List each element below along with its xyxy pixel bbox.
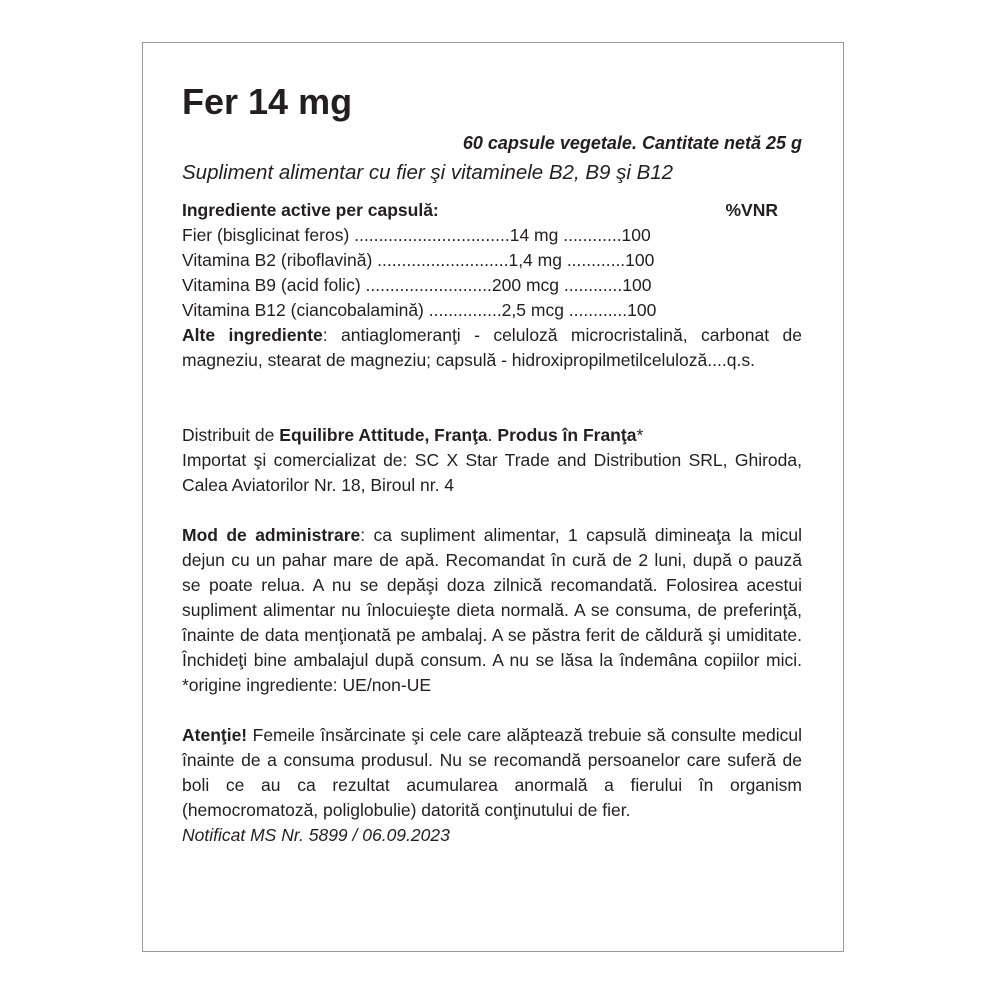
ingredient-row: Vitamina B12 (ciancobalamină) ...............2,5 mcg ............100 [182,300,657,320]
notification-number: Notificat MS Nr. 5899 / 06.09.2023 [182,825,450,845]
ingredient-row: Fier (bisglicinat feros) ................................14 mg ............100 [182,225,651,245]
warning-text [182,723,802,823]
warning-body: Femeile însărcinate şi cele care alăptează trebuie să consulte medicul înainte de a consuma produsul. Nu se recomandă persoanelor care suferă de boli ce au ca rezultat acumularea anormală a fierului în organism (hemocromatoză, poliglobulie) datorită conţinutului de fier. [182,725,802,820]
other-ingredients-label: Alte ingrediente [182,325,323,345]
label-content [182,82,802,848]
produced-in: Produs în Franţa [497,425,637,445]
usage-instructions [182,523,802,698]
pack-info: 60 capsule vegetale. Cantitate netă 25 g [462,133,802,153]
distribution-info [182,423,802,448]
other-ingredients [182,323,802,373]
distribution-sep: . [487,425,498,445]
distribution-suffix: * [636,425,644,445]
warning-label: Atenţie! [182,725,248,745]
product-title: Fer 14 mg [182,81,353,122]
other-ingredients-text: : antiaglomeranţi - celuloză microcristalină, carbonat de magneziu, stearat de magneziu; capsulă - hidroxipropilmetilceluloză....q.s. [182,325,802,370]
product-subtitle: Supliment alimentar cu fier şi vitaminele B2, B9 şi B12 [182,161,674,184]
ingredients-header-label: Ingrediente active per capsulă: [182,200,439,220]
ingredients-header-vnr: %VNR [725,200,778,220]
distributor-name: Equilibre Attitude, Franţa [279,425,488,445]
ingredients-table [182,198,778,323]
ingredient-row: Vitamina B2 (riboflavină) ...........................1,4 mg ............100 [182,250,655,270]
usage-label: Mod de administrare [182,525,361,545]
ingredient-row: Vitamina B9 (acid folic) ..........................200 mcg ............100 [182,275,652,295]
usage-text: : ca supliment alimentar, 1 capsulă dimineaţa la micul dejun cu un pahar mare de apă. Recomandat în cură de 2 luni, după o pauză se poate relua. A nu se depăşi doza zilnică recomandată. Folosirea acestui supliment alimentar nu înlocuieşte dieta normală. A se consuma, de preferinţă, înainte de data menţionată pe ambalaj. A se păstra ferit de căldură şi umiditate. Închideţi bine ambalajul după consum. A nu se lăsa la îndemâna copiilor mici. *origine ingrediente: UE/non-UE [182,525,802,695]
importer-info: Importat şi comercializat de: SC X Star Trade and Distribution SRL, Ghiroda, Calea Aviatorilor Nr. 18, Biroul nr. 4 [182,450,802,495]
distribution-prefix: Distribuit de [182,425,280,445]
ingredients-header [182,198,778,223]
